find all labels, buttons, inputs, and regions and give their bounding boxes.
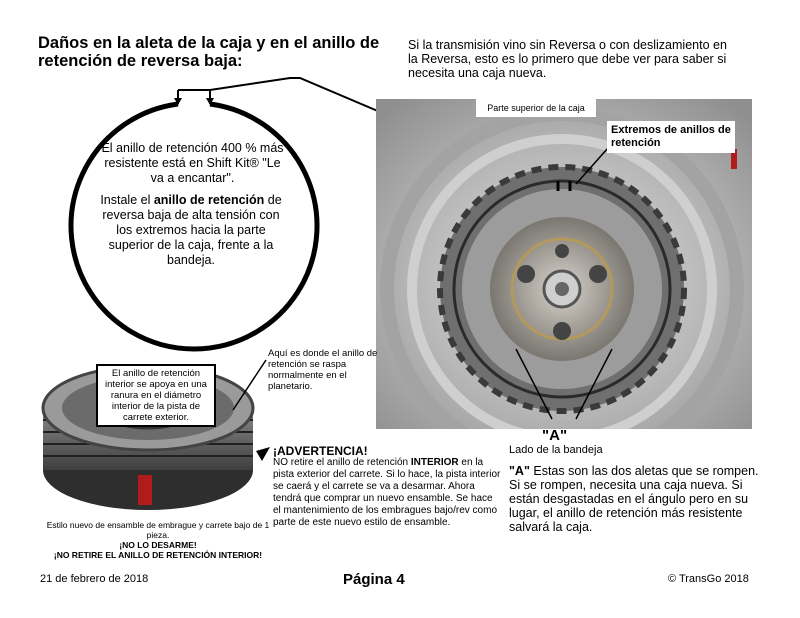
- footer-date: 21 de febrero de 2018: [40, 573, 149, 585]
- scrape-location-text: Aquí es donde el anillo de retención se raspa normalmente en el planetario.: [268, 348, 378, 392]
- fin-description: "A" Estas son las dos aletas que se rompen. Si se rompen, necesita una caja nueva. Si están desgastadas en el ángulo pero en su lugar, el anillo de retención más resistente salvará la caja.: [509, 464, 759, 534]
- warning-title: ¡ADVERTENCIA!: [273, 444, 368, 458]
- page-number: Página 4: [343, 571, 405, 588]
- ring-strength-text: El anillo de retención 400 % más resistente está en Shift Kit® "Le va a encantar".: [101, 141, 284, 185]
- ring-install-text: Instale el anillo de retención de reversa baja de alta tensión con los extremos hacia la parte superior de la caja, frente a la bandeja.: [100, 193, 282, 267]
- label-tray-side: Lado de la bandeja: [509, 444, 603, 456]
- intro-text: Si la transmisión vino sin Reversa o con deslizamiento en la Reversa, esto es lo primero que debe ver para saber si necesita una caja nueva.: [408, 38, 727, 80]
- label-case-top: Parte superior de la caja: [476, 99, 596, 117]
- warning-arrow-icon: [256, 447, 270, 461]
- page-title: Daños en la aleta de la caja y en el anillo de retención de reversa baja:: [38, 34, 380, 70]
- warning-body: NO retire el anillo de retención INTERIOR en la pista exterior del carrete. Si lo hace, la pista interior se caerá y el carrete se va a desarmar. Ahora tendrá que comprar un nuevo ensamble. Se hace el mantenimiento de los embragues bajo/rev como parte de este nuevo estilo de ensamble.: [273, 457, 501, 528]
- copyright: © TransGo 2018: [668, 573, 749, 585]
- clutch-caption: Estilo nuevo de ensamble de embrague y carrete bajo de 1 pieza. ¡NO LO DESARME! ¡NO RETIRE EL ANILLO DE RETENCIÓN INTERIOR!: [46, 520, 270, 560]
- label-ring-ends: Extremos de anillos de retención: [607, 121, 735, 153]
- label-a: "A": [542, 427, 568, 444]
- inner-ring-callout: El anillo de retención interior se apoya en una ranura en el diámetro interior de la pista de carrete exterior.: [96, 364, 216, 427]
